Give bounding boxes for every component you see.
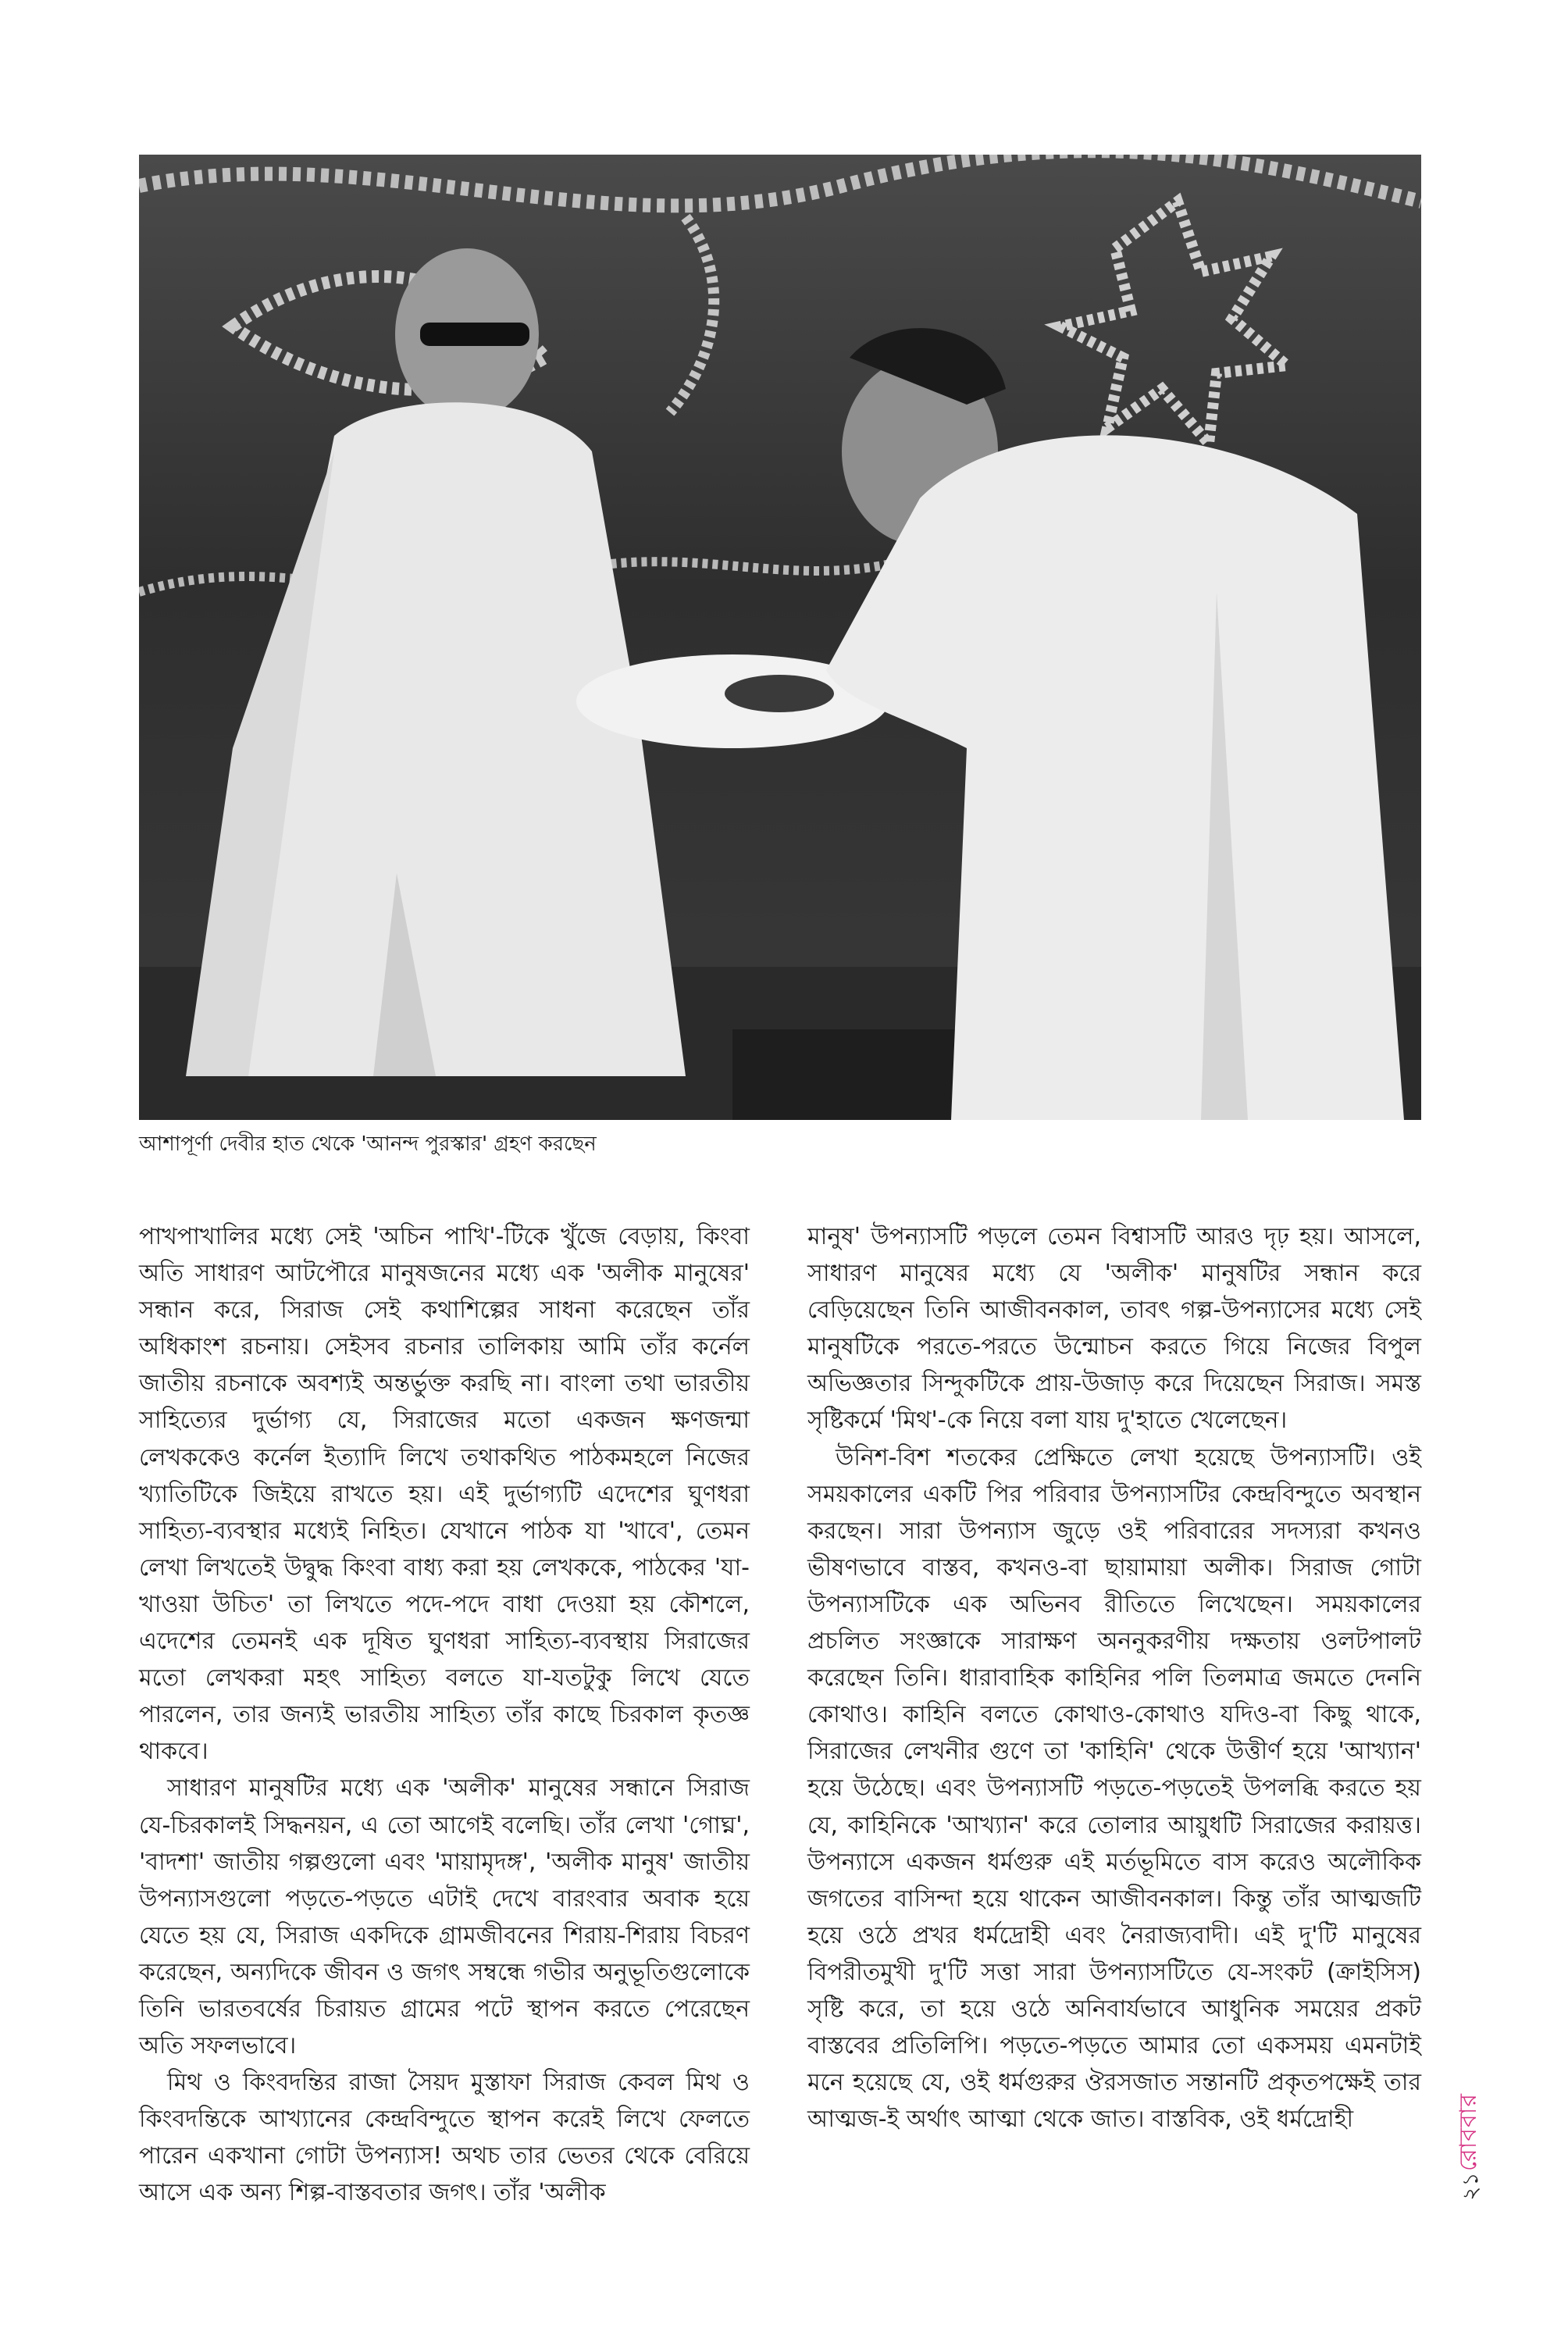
- photo-caption: আশাপূর্ণা দেবীর হাত থেকে 'আনন্দ পুরস্কার' গ্রহণ করছেন: [139, 1132, 597, 1156]
- article-column-left: [139, 1218, 750, 2212]
- award-photo: [139, 155, 1421, 1120]
- paragraph: মানুষ' উপন্যাসটি পড়লে তেমন বিশ্বাসটি আরও দৃঢ় হয়। আসলে, সাধারণ মানুষের মধ্যে যে 'অলীক' মানুষটির সন্ধান করে বেড়িয়েছেন তিনি আজীবনকাল, তাবৎ গল্প-উপন্যাসের মধ্যে সেই মানুষটিকে পরতে-পরতে উন্মোচন করতে গিয়ে নিজের বিপুল অভিজ্ঞতার সিন্দুকটিকে প্রায়-উজাড় করে দিয়েছেন সিরাজ। সমস্ত সৃষ্টিকর্মে 'মিথ'-কে নিয়ে বলা যায় দু'হাতে খেলেছেন।: [807, 1223, 1421, 1435]
- magazine-name: রোববার: [1455, 2093, 1482, 2171]
- paragraph: সাধারণ মানুষটির মধ্যে এক 'অলীক' মানুষের সন্ধানে সিরাজ যে-চিরকালই সিদ্ধনয়ন, এ তো আগেই বলেছি। তাঁর লেখা 'গোঘ্ন', 'বাদশা' জাতীয় গল্পগুলো এবং 'মায়ামৃদঙ্গ', 'অলীক মানুষ' জাতীয় উপন্যাসগুলো পড়তে-পড়তে এটাই দেখে বারংবার অবাক হয়ে যেতে হয় যে, সিরাজ একদিকে গ্রামজীবনের শিরায়-শিরায় বিচরণ করেছেন, অন্যদিকে জীবন ও জগৎ সম্বন্ধে গভীর অনুভূতিগুলোকে তিনি ভারতবর্ষের চিরায়ত গ্রামের পটে স্থাপন করতে পেরেছেন অতি সফলভাবে।: [139, 1774, 750, 2060]
- page-footer: [1449, 2093, 1495, 2343]
- page-number: ২১: [1457, 2172, 1484, 2201]
- paragraph: পাখপাখালির মধ্যে সেই 'অচিন পাখি'-টিকে খুঁজে বেড়ায়, কিংবা অতি সাধারণ আটপৌরে মানুষজনের মধ্যে এক 'অলীক মানুষের' সন্ধান করে, সিরাজ সেই কথাশিল্পের সাধনা করেছেন তাঁর অধিকাংশ রচনায়। সেইসব রচনার তালিকায় আমি তাঁর কর্নেল জাতীয় রচনাকে অবশ্যই অন্তর্ভুক্ত করছি না। বাংলা তথা ভারতীয় সাহিত্যের দুর্ভাগ্য যে, সিরাজের মতো একজন ক্ষণজন্মা লেখককেও কর্নেল ইত্যাদি লিখে তথাকথিত পাঠকমহলে নিজের খ্যাতিটিকে জিইয়ে রাখতে হয়। এই দুর্ভাগ্যটি এদেশের ঘুণধরা সাহিত্য-ব্যবস্থার মধ্যেই নিহিত। যেখানে পাঠক যা 'খাবে', তেমন লেখা লিখতেই উদ্বুদ্ধ কিংবা বাধ্য করা হয় লেখককে, পাঠকের 'যা-খাওয়া উচিত' তা লিখতে পদে-পদে বাধা দেওয়া হয় কৌশলে, এদেশের তেমনই এক দূষিত ঘুণধরা সাহিত্য-ব্যবস্থায় সিরাজের মতো লেখকরা মহৎ সাহিত্য বলতে যা-যতটুকু লিখে যেতে পারলেন, তার জন্যই ভারতীয় সাহিত্য তাঁর কাছে চিরকাল কৃতজ্ঞ থাকবে।: [139, 1223, 750, 1766]
- paragraph: মিথ ও কিংবদন্তির রাজা সৈয়দ মুস্তাফা সিরাজ কেবল মিথ ও কিংবদন্তিকে আখ্যানের কেন্দ্রবিন্দুতে স্থাপন করেই লিখে ফেলতে পারেন একখানা গোটা উপন্যাস! অথচ তার ভেতর থেকে বেরিয়ে আসে এক অন্য শিল্প-বাস্তবতার জগৎ। তাঁর 'অলীক: [139, 2069, 750, 2207]
- award-photo-illustration: [139, 155, 1421, 1120]
- paragraph: উনিশ-বিশ শতকের প্রেক্ষিতে লেখা হয়েছে উপন্যাসটি। ওই সময়কালের একটি পির পরিবার উপন্যাসটির কেন্দ্রবিন্দুতে অবস্থান করছেন। সারা উপন্যাস জুড়ে ওই পরিবারের সদস্যরা কখনও ভীষণভাবে বাস্তব, কখনও-বা ছায়ামায়া অলীক। সিরাজ গোটা উপন্যাসটিকে এক অভিনব রীতিতে লিখেছেন। সময়কালের প্রচলিত সংজ্ঞাকে সারাক্ষণ অননুকরণীয় দক্ষতায় ওলটপালট করেছেন তিনি। ধারাবাহিক কাহিনির পলি তিলমাত্র জমতে দেননি কোথাও। কাহিনি বলতে কোথাও-কোথাও যদিও-বা কিছু থাকে, সিরাজের লেখনীর গুণে তা 'কাহিনি' থেকে উত্তীর্ণ হয়ে 'আখ্যান' হয়ে উঠেছে। এবং উপন্যাসটি পড়তে-পড়তেই উপলব্ধি করতে হয় যে, কাহিনিকে 'আখ্যান' করে তোলার আয়ুধটি সিরাজের করায়ত্ত। উপন্যাসে একজন ধর্মগুরু এই মর্তভূমিতে বাস করেও অলৌকিক জগতের বাসিন্দা হয়ে থাকেন আজীবনকাল। কিন্তু তাঁর আত্মজটি হয়ে ওঠে প্রখর ধর্মদ্রোহী এবং নৈরাজ্যবাদী। এই দু'টি মানুষের বিপরীতমুখী দু'টি সত্তা সারা উপন্যাসটিতে যে-সংকট (ক্রাইসিস) সৃষ্টি করে, তা হয়ে ওঠে অনিবার্যভাবে আধুনিক সময়ের প্রকট বাস্তবের প্রতিলিপি। পড়তে-পড়তে আমার তো একসময় এমনটাই মনে হয়েছে যে, ওই ধর্মগুরুর ঔরসজাত সন্তানটি প্রকৃতপক্ষেই তার আত্মজ-ই অর্থাৎ আত্মা থেকে জাত। বাস্তবিক, ওই ধর্মদ্রোহী: [807, 1443, 1421, 2134]
- article-column-right: [807, 1218, 1421, 2138]
